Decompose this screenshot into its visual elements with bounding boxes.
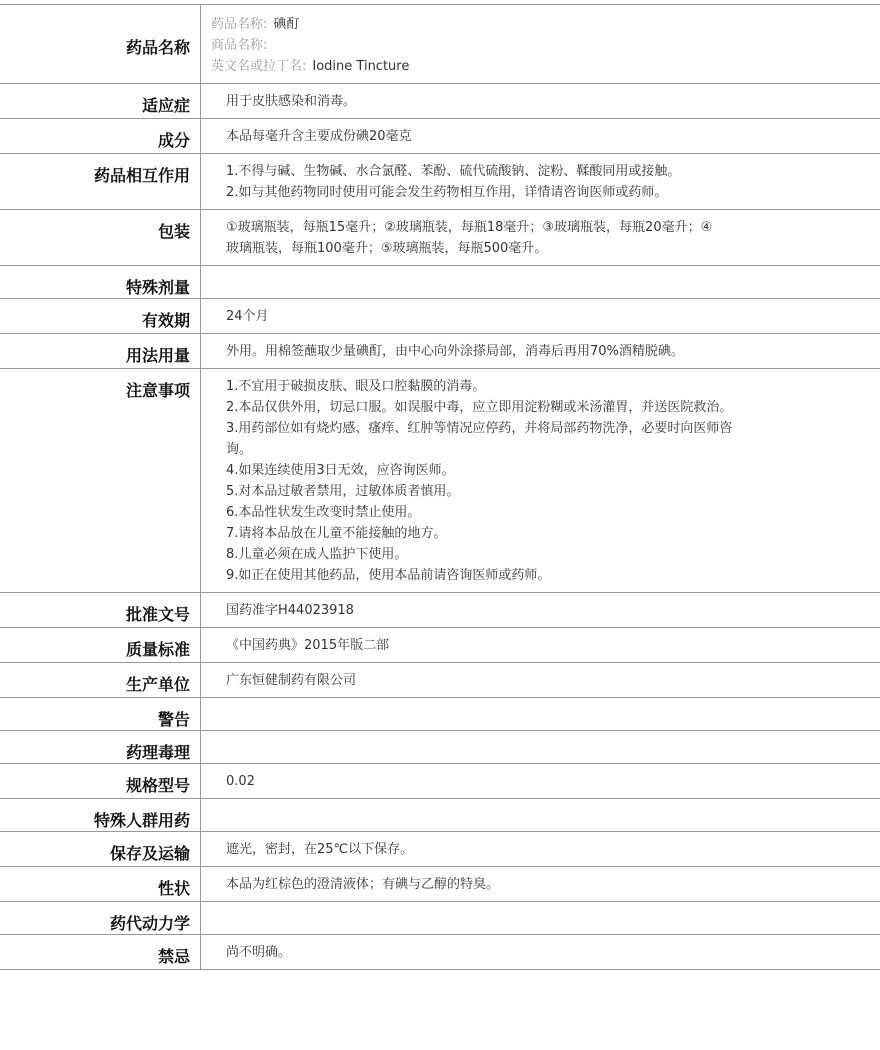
row-label: 药品相互作用	[0, 154, 201, 209]
row-label: 性状	[0, 867, 201, 901]
row-label: 包装	[0, 210, 201, 265]
info-rows	[0, 84, 880, 970]
value-line: 6.本品性状发生改变时禁止使用。	[226, 505, 421, 520]
info-row	[0, 867, 880, 902]
drug-name-values	[201, 5, 880, 83]
value-line: 3.用药部位如有烧灼感、瘙痒、红肿等情况应停药，并将局部药物洗净，必要时向医师咨	[226, 421, 733, 436]
row-label: 适应症	[0, 84, 201, 118]
row-value	[201, 663, 880, 697]
drug-name-row	[0, 5, 880, 84]
info-row	[0, 764, 880, 799]
info-row	[0, 799, 880, 832]
row-label: 药代动力学	[0, 902, 201, 934]
info-row	[0, 210, 880, 266]
info-row	[0, 334, 880, 369]
row-label: 质量标准	[0, 628, 201, 662]
row-value	[201, 902, 880, 934]
value-line: 《中国药典》2015年版二部	[226, 638, 390, 653]
value-line: 1.不得与碱、生物碱、水合氯醛、苯酚、硫代硫酸钠、淀粉、鞣酸同用或接触。	[226, 164, 681, 179]
english-name-value: Iodine Tincture	[312, 59, 410, 74]
drug-info-table	[0, 4, 880, 970]
info-row	[0, 935, 880, 970]
info-row	[0, 663, 880, 698]
row-label: 生产单位	[0, 663, 201, 697]
info-row	[0, 369, 880, 593]
value-line: 9.如正在使用其他药品，使用本品前请咨询医师或药师。	[226, 568, 551, 583]
info-row	[0, 266, 880, 299]
generic-name-key: 药品名称:	[211, 17, 268, 32]
value-line: 1.不宜用于破损皮肤、眼及口腔黏膜的消毒。	[226, 379, 486, 394]
value-line: 玻璃瓶装，每瓶100毫升；⑤玻璃瓶装，每瓶500毫升。	[226, 241, 548, 256]
row-value	[201, 832, 880, 866]
row-value	[201, 210, 880, 265]
row-label: 药品名称	[0, 5, 201, 83]
row-value	[201, 764, 880, 798]
row-label: 药理毒理	[0, 731, 201, 763]
row-value	[201, 593, 880, 627]
info-row	[0, 154, 880, 210]
row-label: 警告	[0, 698, 201, 730]
generic-name-line	[211, 14, 870, 35]
row-label: 禁忌	[0, 935, 201, 969]
value-line: 本品每毫升含主要成份碘20毫克	[226, 129, 412, 144]
value-line: 尚不明确。	[226, 945, 292, 960]
value-line: 用于皮肤感染和消毒。	[226, 94, 357, 109]
value-line: 7.请将本品放在儿童不能接触的地方。	[226, 526, 447, 541]
info-row	[0, 902, 880, 935]
row-value	[201, 628, 880, 662]
info-row	[0, 832, 880, 867]
value-line: 2.如与其他药物同时使用可能会发生药物相互作用，详情请咨询医师或药师。	[226, 185, 668, 200]
row-value	[201, 698, 880, 730]
row-value	[201, 799, 880, 831]
value-line: 广东恒健制药有限公司	[226, 673, 357, 688]
row-label: 规格型号	[0, 764, 201, 798]
value-line: 8.儿童必须在成人监护下使用。	[226, 547, 408, 562]
english-name-key: 英文名或拉丁名:	[211, 59, 307, 74]
value-line: 外用。用棉签蘸取少量碘酊，由中心向外涂搽局部，消毒后再用70%酒精脱碘。	[226, 344, 684, 359]
value-line: 5.对本品过敏者禁用，过敏体质者慎用。	[226, 484, 460, 499]
value-line: 本品为红棕色的澄清液体；有碘与乙醇的特臭。	[226, 877, 500, 892]
row-value	[201, 867, 880, 901]
generic-name-value: 碘酊	[273, 17, 300, 32]
value-line: 24个月	[226, 309, 269, 324]
row-label: 注意事项	[0, 369, 201, 592]
row-label: 特殊人群用药	[0, 799, 201, 831]
row-label: 成分	[0, 119, 201, 153]
row-value	[201, 84, 880, 118]
row-value	[201, 266, 880, 298]
info-row	[0, 593, 880, 628]
row-label: 批准文号	[0, 593, 201, 627]
value-line: 询。	[226, 442, 253, 457]
info-row	[0, 119, 880, 154]
row-value	[201, 119, 880, 153]
value-line: 遮光，密封，在25℃以下保存。	[226, 842, 414, 857]
value-line: 0.02	[226, 774, 255, 789]
trade-name-key: 商品名称:	[211, 38, 268, 53]
row-label: 有效期	[0, 299, 201, 333]
info-row	[0, 698, 880, 731]
row-value	[201, 299, 880, 333]
info-row	[0, 731, 880, 764]
value-line: 2.本品仅供外用，切忌口服。如误服中毒，应立即用淀粉糊或米汤灌胃，并送医院救治。	[226, 400, 733, 415]
row-label: 保存及运输	[0, 832, 201, 866]
info-row	[0, 299, 880, 334]
info-row	[0, 84, 880, 119]
row-value	[201, 369, 880, 592]
trade-name-line	[211, 35, 870, 56]
row-value	[201, 935, 880, 969]
value-line: 4.如果连续使用3日无效，应咨询医师。	[226, 463, 455, 478]
value-line: ①玻璃瓶装，每瓶15毫升；②玻璃瓶装，每瓶18毫升；③玻璃瓶装，每瓶20毫升；④	[226, 220, 713, 235]
info-row	[0, 628, 880, 663]
row-value	[201, 731, 880, 763]
value-line: 国药准字H44023918	[226, 603, 354, 618]
row-label: 用法用量	[0, 334, 201, 368]
row-value	[201, 334, 880, 368]
row-label: 特殊剂量	[0, 266, 201, 298]
row-value	[201, 154, 880, 209]
english-name-line	[211, 56, 870, 77]
